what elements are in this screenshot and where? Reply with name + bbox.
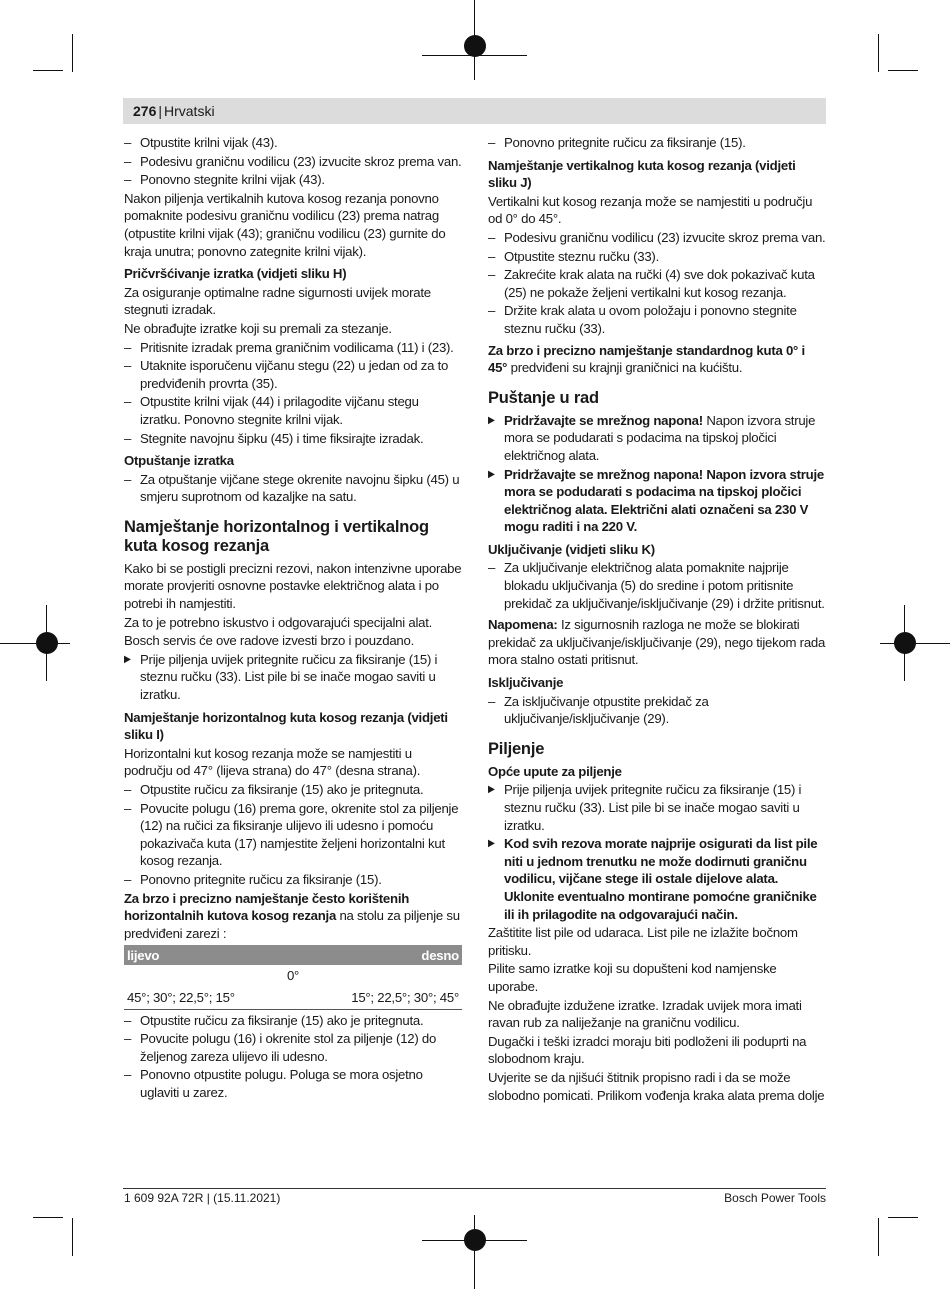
registration-mark: [36, 632, 58, 654]
paragraph: Kako bi se postigli precizni rezovi, nakon intenzivne uporabe morate provjeriti osnovne postavke električnog alata i po potrebi ih namjestiti.: [124, 560, 462, 612]
list-item: – Za uključivanje električnog alata pomaknite najprije blokadu uključivanja (5) do sredine i potom pritisnite prekidač za uključivanje/isključivanje (29) i držite pritisnut.: [488, 559, 826, 612]
crop-mark: [72, 34, 73, 72]
paragraph: Za osiguranje optimalne radne sigurnosti uvijek morate stegnuti izradak.: [124, 284, 431, 318]
crop-mark: [888, 70, 918, 71]
list-item: – Podesivu graničnu vodilicu (23) izvucite skroz prema van.: [488, 229, 826, 247]
list-item: – Držite krak alata u ovom položaju i ponovno stegnite steznu ručku (33).: [488, 302, 826, 337]
footer-brand: Bosch Power Tools: [724, 1191, 826, 1205]
paragraph: Dugački i teški izradci moraju biti podloženi ili poduprti na slobodnom kraju.: [488, 1033, 807, 1067]
list-item: – Pritisnite izradak prema graničnim vodilicama (11) i (23).: [124, 339, 462, 357]
list-item: – Otpustite krilni vijak (44) i prilagodite vijčanu stegu izratku. Ponovno stegnite krilni vijak.: [124, 393, 462, 428]
list-item: – Otpustite ručicu za fiksiranje (15) ako je pritegnuta.: [124, 781, 462, 799]
header-separator: |: [158, 103, 162, 119]
paragraph: Pilite samo izratke koji su dopušteni kod namjenske uporabe.: [488, 961, 777, 994]
paragraph: Ne obrađujte izdužene izratke. Izradak uvijek mora imati ravan rub za naliježanje na graničnu vodilicu.: [488, 997, 802, 1031]
notch-angle-table: [124, 945, 462, 1009]
list-item: – Povucite polugu (16) i okrenite stol za piljenje (12) do željenog zareza ulijevo ili udesno.: [124, 1030, 462, 1065]
crop-mark: [878, 1218, 879, 1256]
warning-item: [488, 412, 826, 465]
left-column: [124, 134, 462, 1103]
paragraph: Horizontalni kut kosog rezanja može se namjestiti u području od 47° (lijeva strana) do 47° (desna strana).: [124, 745, 421, 779]
chapter-heading: Piljenje: [488, 739, 545, 758]
paragraph: Nakon piljenja vertikalnih kutova kosog rezanja ponovno pomaknite podesivu graničnu vodilicu (23) prema natrag (otpustite krilni vijak (43); graničnu vodilicu (23) gurnite do kraja unutra; ponovno zategnite krilni vijak).: [124, 190, 446, 259]
list-item: – Povucite polugu (16) prema gore, okrenite stol za piljenje (12) na ručici za fiksiranje ulijevo ili udesno i pomoću pokazivača kuta (17) namjestite željeni horizontalni kut kosog rezanja.: [124, 800, 462, 870]
chapter-heading: Namještanje horizontalnog i vertikalnog kuta kosog rezanja: [124, 517, 429, 555]
paragraph: [124, 890, 462, 943]
header-language: Hrvatski: [164, 103, 215, 119]
warning-item: ▶ Prije piljenja uvijek pritegnite ručicu za fiksiranje (15) i steznu ručku (33). List pile bi se inače mogao saviti u izratku.: [124, 651, 462, 704]
registration-mark: [894, 632, 916, 654]
bold-lead: Za brzo i precizno namještanje često korištenih horizontalnih kutova kosog rezanja: [124, 890, 410, 924]
footer-rule: [123, 1188, 826, 1189]
section-heading: Otpuštanje izratka: [124, 453, 234, 469]
warning-item: ▶ Prije piljenja uvijek pritegnite ručicu za fiksiranje (15) i steznu ručku (33). List pile bi se inače mogao saviti u izratku.: [488, 781, 826, 834]
list-item: – Ponovno stegnite krilni vijak (43).: [124, 171, 462, 189]
table-cell-right: 15°; 22,5°; 30°; 45°: [293, 987, 462, 1009]
paragraph-rest: predviđeni su krajnji graničnici na kućištu.: [507, 360, 743, 376]
paragraph: Uvjerite se da njišući štitnik propisno radi i da se može slobodno pomicati. Prilikom vođenja kraka alata prema dolje: [488, 1069, 825, 1103]
list-item: – Otpustite krilni vijak (43).: [124, 134, 462, 152]
table-header-right: desno: [293, 945, 462, 965]
list-item: – Ponovno pritegnite ručicu za fiksiranje (15).: [488, 134, 826, 152]
warning-item: [488, 466, 826, 536]
page-header: [123, 98, 826, 124]
paragraph: Zaštitite list pile od udaraca. List pile ne izlažite bočnom pritisku.: [488, 925, 798, 958]
list-item: – Za isključivanje otpustite prekidač za uključivanje/isključivanje (29).: [488, 693, 826, 728]
right-column: [488, 134, 826, 1105]
crop-mark: [33, 1217, 63, 1218]
bold-lead: Pridržavajte se mrežnog napona!: [504, 412, 703, 428]
list-item: – Otpustite steznu ručku (33).: [488, 248, 826, 266]
table-cell-center: 0°: [286, 968, 300, 984]
list-item: – Stegnite navojnu šipku (45) i time fiksirajte izradak.: [124, 430, 462, 448]
crop-mark: [72, 1218, 73, 1256]
crop-mark: [888, 1217, 918, 1218]
table-header-left: lijevo: [124, 945, 293, 965]
list-item: – Za otpuštanje vijčane stege okrenite navojnu šipku (45) u smjeru suprotnom od kazaljke na satu.: [124, 471, 462, 506]
list-item: – Zakrećite krak alata na ručki (4) sve dok pokazivač kuta (25) ne pokaže željeni vertikalni kut kosog rezanja.: [488, 266, 826, 301]
registration-mark: [464, 35, 486, 57]
paragraph-rest: na stolu za piljenje su predviđeni zarezi :: [124, 908, 460, 941]
paragraph: Bosch servis će ove radove izvesti brzo i pouzdano.: [124, 633, 414, 649]
bold-lead: Napomena:: [488, 617, 558, 633]
chapter-heading: Puštanje u rad: [488, 388, 599, 407]
registration-line: [0, 643, 70, 644]
table-cell-left: 45°; 30°; 22,5°; 15°: [124, 987, 293, 1009]
crop-mark: [33, 70, 63, 71]
paragraph: Ne obrađujte izratke koji su premali za stezanje.: [124, 320, 392, 336]
paragraph: [488, 616, 826, 669]
list-item: – Podesivu graničnu vodilicu (23) izvucite skroz prema van.: [124, 153, 462, 171]
section-heading: Uključivanje (vidjeti sliku K): [488, 541, 655, 557]
warning-bold: Kod svih rezova morate najprije osigurati da list pile niti u jednom trenutku ne može dodirnuti graničnu vodilicu, vijčane stege ili ostale dijelove alata. Uklonite eventualno montirane pomoćne graničnike ili ih prilagodite na odgovarajući način.: [504, 836, 818, 922]
bold-lead: Za brzo i precizno namještanje standardnog kuta 0° i 45°: [488, 342, 805, 376]
list-item: – Otpustite ručicu za fiksiranje (15) ako je pritegnuta.: [124, 1012, 462, 1030]
paragraph-rest: Iz sigurnosnih razloga ne može se blokirati prekidač za uključivanje/isključivanje (29), nego tijekom rada mora stalno ostati pritisnut.: [488, 617, 826, 668]
section-heading: Pričvršćivanje izratka (vidjeti sliku H): [124, 266, 347, 282]
paragraph: Vertikalni kut kosog rezanja može se namjestiti u području od 0° do 45°.: [488, 193, 813, 227]
registration-mark: [464, 1229, 486, 1251]
crop-mark: [878, 34, 879, 72]
footer-doc-code: 1 609 92A 72R | (15.11.2021): [124, 1191, 281, 1205]
paragraph: Za to je potrebno iskustvo i odgovarajući specijalni alat.: [124, 614, 433, 630]
section-heading: Namještanje horizontalnog kuta kosog rezanja (vidjeti sliku I): [124, 709, 448, 743]
list-item: – Ponovno pritegnite ručicu za fiksiranje (15).: [124, 871, 462, 889]
list-item: – Ponovno otpustite polugu. Poluga se mora osjetno uglaviti u zarez.: [124, 1066, 462, 1101]
list-item: – Utaknite isporučenu vijčanu stegu (22) u jedan od za to predviđenih provrta (35).: [124, 357, 462, 392]
section-heading: Isključivanje: [488, 675, 564, 691]
warning-bold: Pridržavajte se mrežnog napona! Napon izvora struje mora se podudarati s podacima na tipskoj pločici električnog alata. Električni alati označeni sa 230 V mogu raditi i na 220 V.: [504, 466, 824, 535]
paragraph: [488, 342, 826, 377]
section-heading: Namještanje vertikalnog kuta kosog rezanja (vidjeti sliku J): [488, 157, 796, 191]
registration-line: [474, 1215, 475, 1289]
warning-rest: Napon izvora struje mora se podudarati s podacima na tipskoj pločici električnog alata.: [504, 412, 816, 463]
section-heading: Opće upute za piljenje: [488, 763, 622, 779]
page-number: 276: [133, 103, 157, 119]
warning-item: [488, 835, 826, 923]
